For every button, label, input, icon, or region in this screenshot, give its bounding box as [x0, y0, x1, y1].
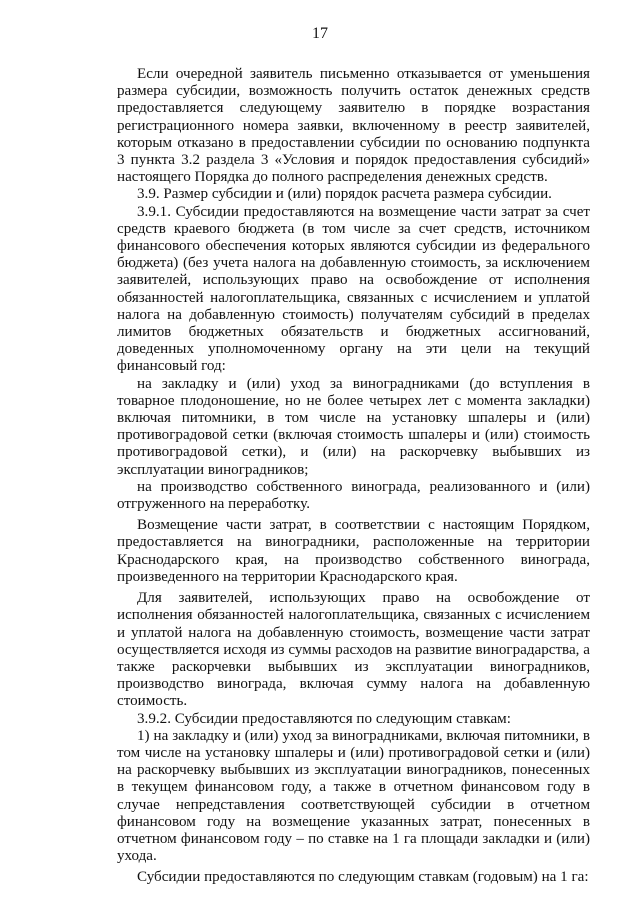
paragraph: Субсидии предоставляются по следующим ставкам (годовым) на 1 га: [137, 869, 589, 886]
paragraph: Если очередной заявитель письменно отказывается от уменьшения размера субсидии, возможность получить остаток денежных средств предоставляется следующему заявителю в порядке возрастания регистрационного номера заявки, включенному в реестр заявителей, которым отказано в предоставлении субсидии по основанию подпункта 3 пункта 3.2 раздела 3 «Условия и порядок предоставления субсидий» настоящего Порядка до полного распределения денежных средств. [117, 66, 590, 186]
paragraph: на производство собственного винограда, реализованного и (или) отгруженного на переработку. [117, 478, 590, 513]
document-body [117, 66, 590, 887]
paragraph: 3.9.1. Субсидии предоставляются на возмещение части затрат за счет средств краевого бюджета (в том числе за счет средств, источником финансового обеспечения которых являются субсидии из федерального бюджета) (без учета налога на добавленную стоимость, за исключением заявителей, использующих право на освобождение от исполнения обязанностей налогоплательщика, связанных с исчислением и уплатой налога на добавленную стоимость) получателям субсидий в пределах лимитов бюджетных обязательств и бюджетных ассигнований, доведенных уполномоченному органу на эти цели на текущий финансовый год: [117, 203, 590, 375]
paragraph: 3.9. Размер субсидии и (или) порядок расчета размера субсидии. [137, 186, 552, 203]
paragraph: на закладку и (или) уход за виноградниками (до вступления в товарное плодоношение, но не более четырех лет с момента закладки) включая питомники, в том числе на установку шпалеры и (или) противоградовой сетки (включая стоимость шпалеры и (или) стоимость противоградовой сетки), и (или) на раскорчевку выбывших из эксплуатации виноградников; [117, 375, 590, 478]
paragraph: Возмещение части затрат, в соответствии с настоящим Порядком, предоставляется на виноградники, расположенные на территории Краснодарского края, на производство собственного винограда, произведенного на территории Краснодарского края. [117, 517, 590, 585]
page-number: 17 [312, 25, 328, 42]
paragraph: 1) на закладку и (или) уход за виноградниками, включая питомники, в том числе на установку шпалеры и (или) противоградовой сетки и (или) на раскорчевку выбывших из эксплуатации виноградников, понесенных в текущем финансовом году, а также в отчетном финансовом году в случае непредставления соответствующей субсидии в отчетном финансовом году на возмещение указанных затрат, понесенных в отчетном финансовом году – по ставке на 1 га площади закладки и (или) ухода. [117, 727, 590, 865]
paragraph: Для заявителей, использующих право на освобождение от исполнения обязанностей налогоплательщика, связанных с исчислением и уплатой налога на добавленную стоимость, возмещение части затрат осуществляется исходя из суммы расходов на развитие виноградарства, а также раскорчевки выбывших из эксплуатации виноградников, производство винограда, включая сумму налога на добавленную стоимость. [117, 590, 590, 710]
paragraph: 3.9.2. Субсидии предоставляются по следующим ставкам: [137, 710, 511, 727]
